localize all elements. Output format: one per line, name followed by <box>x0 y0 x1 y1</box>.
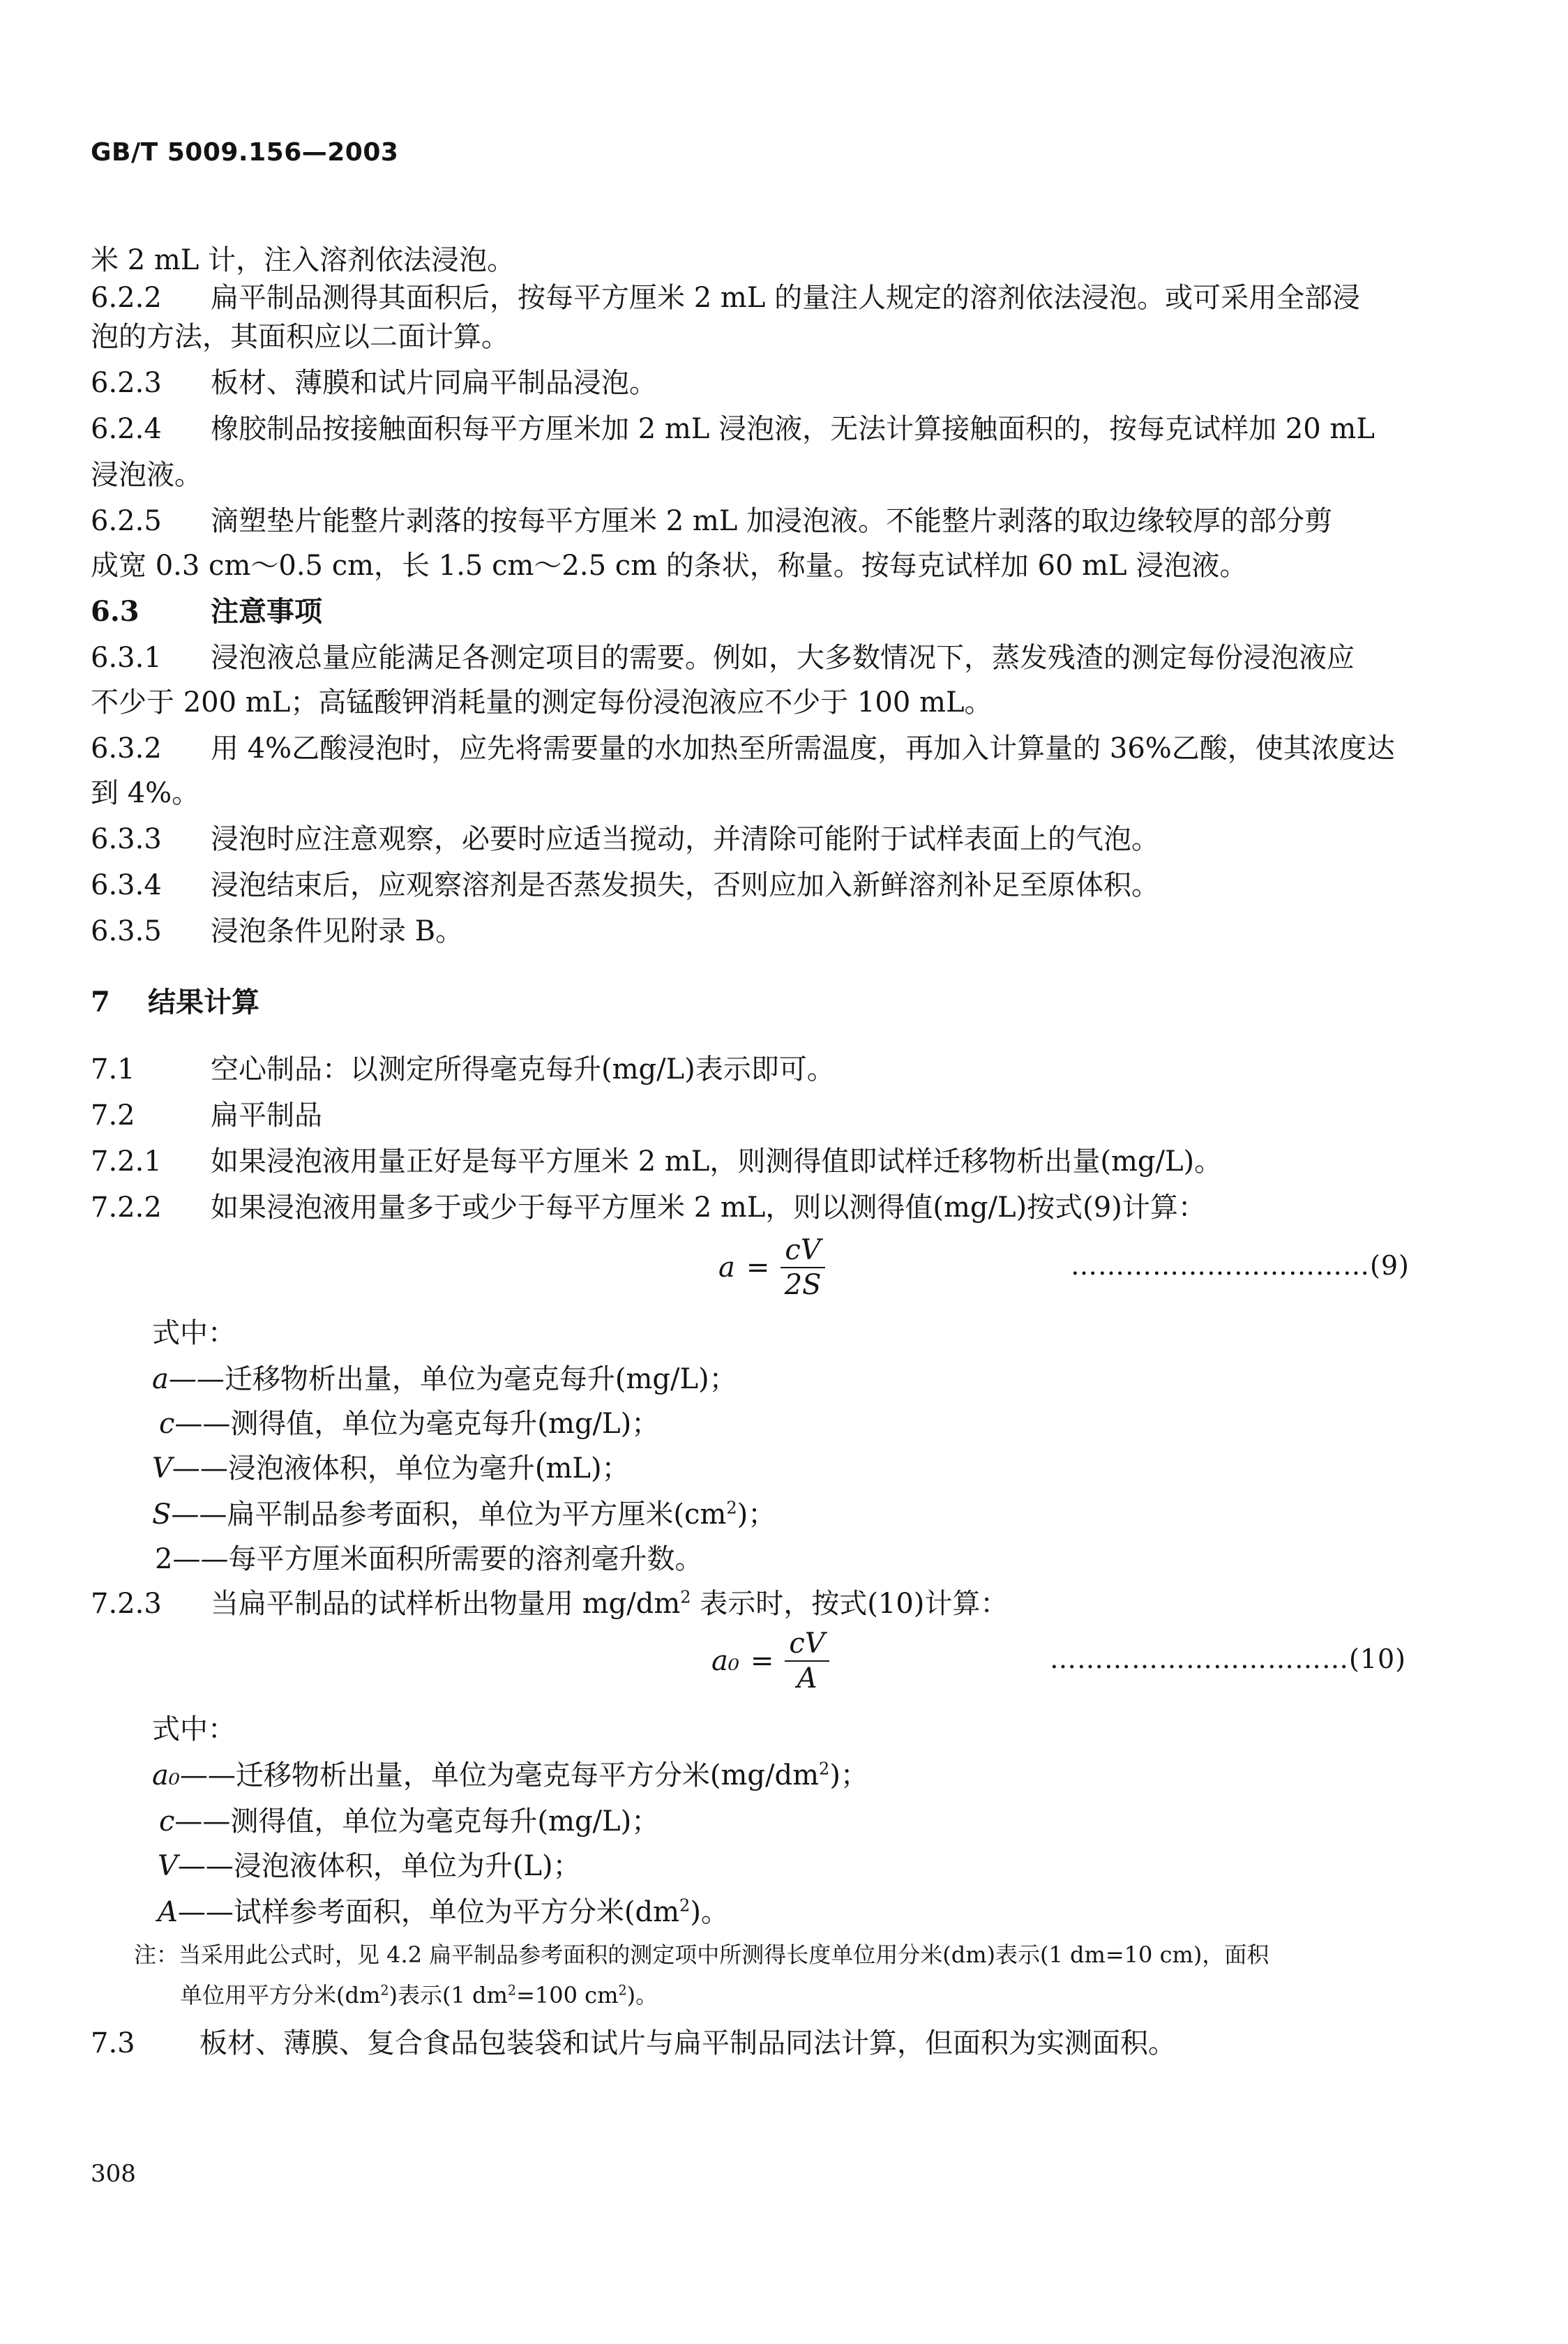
clause-6-3-2: 6.3.2 用 4%乙酸浸泡时，应先将需要量的水加热至所需温度，再加入计算量的 36%乙酸，使其浓度达 <box>91 732 1395 765</box>
definition-v: V——浸泡液体积，单位为毫升(mL)； <box>152 1452 630 1485</box>
numerator: cV <box>781 1235 824 1268</box>
definition-a: a——迁移物析出量，单位为毫克每升(mg/L)； <box>152 1363 737 1395</box>
clause-6-2-4: 6.2.4 橡胶制品按接触面积每平方厘米加 2 mL 浸泡液，无法计算接触面积的，按每克试样加 20 mL <box>91 413 1375 445</box>
equation-10 <box>711 1628 829 1694</box>
numerator: cV <box>785 1628 829 1662</box>
clause-7-2-1: 7.2.1 如果浸泡液用量正好是每平方厘米 2 mL，则测得值即试样迁移物析出量(mg/L)。 <box>91 1145 1223 1178</box>
clause-7-2-2: 7.2.2 如果浸泡液用量多于或少于每平方厘米 2 mL，则以测得值(mg/L)按式(9)计算： <box>91 1192 1206 1224</box>
definition-2: 2——每平方厘米面积所需要的溶剂毫升数。 <box>155 1543 703 1575</box>
equation-number-9: ……………………………(9) <box>1071 1250 1410 1281</box>
note-line-1: 注：当采用此公式时，见 4.2 扁平制品参考面积的测定项中所测得长度单位用分米(dm)表示(1 dm=10 cm)，面积 <box>134 1941 1269 1968</box>
equation-lhs: a <box>718 1252 735 1284</box>
clause-7-3: 7.3 板材、薄膜、复合食品包装袋和试片与扁平制品同法计算，但面积为实测面积。 <box>91 2027 1176 2059</box>
denominator: A <box>797 1662 817 1695</box>
equation-number-10: ……………………………(10) <box>1050 1644 1407 1674</box>
definition-s: S——扁平制品参考面积，单位为平方厘米$(cm^2)$； <box>152 1498 776 1531</box>
definition-a-area: A——试样参考面积，单位为平方分米$(dm^2)$。 <box>158 1895 729 1928</box>
definition-a0: a₀——迁移物析出量，单位为毫克每平方分米$(mg/dm^2)$； <box>152 1759 868 1791</box>
text-line: 米 2 mL 计，注入溶剂依法浸泡。 <box>91 244 515 276</box>
clause-6-3-3: 6.3.3 浸泡时应注意观察，必要时应适当搅动，并清除可能附于试样表面上的气泡。 <box>91 823 1159 855</box>
clause-6-3-4: 6.3.4 浸泡结束后，应观察溶剂是否蒸发损失，否则应加入新鲜溶剂补足至原体积。 <box>91 869 1159 901</box>
section-heading-7: 7 结果计算 <box>91 986 259 1019</box>
definition-c: c——测得值，单位为毫克每升(mg/L)； <box>159 1805 660 1838</box>
text-line: 到 4%。 <box>91 777 200 809</box>
note-line-2: 单位用平方分米$(dm^2)$表示(1 $dm^2=100$ $cm^2$)。 <box>180 1982 658 2008</box>
text-line: 泡的方法，其面积应以二面计算。 <box>91 321 509 353</box>
equals-sign: = <box>750 1645 774 1677</box>
clause-6-2-5: 6.2.5 滴塑垫片能整片剥落的按每平方厘米 2 mL 加浸泡液。不能整片剥落的取边缘较厚的部分剪 <box>91 505 1333 537</box>
clause-7-2: 7.2 扁平制品 <box>91 1099 322 1132</box>
fraction <box>785 1628 829 1694</box>
definition-v: V——浸泡液体积，单位为升(L)； <box>158 1850 581 1882</box>
page-number: 308 <box>91 2160 136 2188</box>
clause-7-2-3: 7.2.3 当扁平制品的试样析出物量用 $mg/dm^2$ 表示时，按式(10)计算： <box>91 1587 1009 1620</box>
equation-9 <box>718 1235 825 1300</box>
clause-6-3-5: 6.3.5 浸泡条件见附录 B。 <box>91 915 464 947</box>
fraction <box>781 1235 824 1300</box>
equals-sign: = <box>746 1252 770 1284</box>
clause-6-2-3: 6.2.3 板材、薄膜和试片同扁平制品浸泡。 <box>91 367 657 399</box>
text-line: 不少于 200 mL；高锰酸钾消耗量的测定每份浸泡液应不少于 100 mL。 <box>91 686 993 719</box>
where-label: 式中： <box>152 1317 236 1349</box>
clause-6-2-2: 6.2.2 扁平制品测得其面积后，按每平方厘米 2 mL 的量注人规定的溶剂依法浸泡。或可采用全部浸 <box>91 282 1361 314</box>
section-heading-6-3: 6.3 注意事项 <box>91 595 322 628</box>
text-line: 成宽 0.3 cm～0.5 cm，长 1.5 cm～2.5 cm 的条状，称量。按每克试样加 60 mL 浸泡液。 <box>91 550 1248 582</box>
clause-6-3-1: 6.3.1 浸泡液总量应能满足各测定项目的需要。例如，大多数情况下，蒸发残渣的测定每份浸泡液应 <box>91 642 1355 674</box>
text-line: 浸泡液。 <box>91 459 202 491</box>
clause-7-1: 7.1 空心制品：以测定所得毫克每升(mg/L)表示即可。 <box>91 1053 835 1085</box>
where-label: 式中： <box>152 1713 236 1745</box>
denominator: 2S <box>784 1269 822 1301</box>
equation-lhs: a₀ <box>711 1645 739 1677</box>
definition-c: c——测得值，单位为毫克每升(mg/L)； <box>159 1408 660 1440</box>
standard-number: GB/T 5009.156—2003 <box>91 138 399 167</box>
